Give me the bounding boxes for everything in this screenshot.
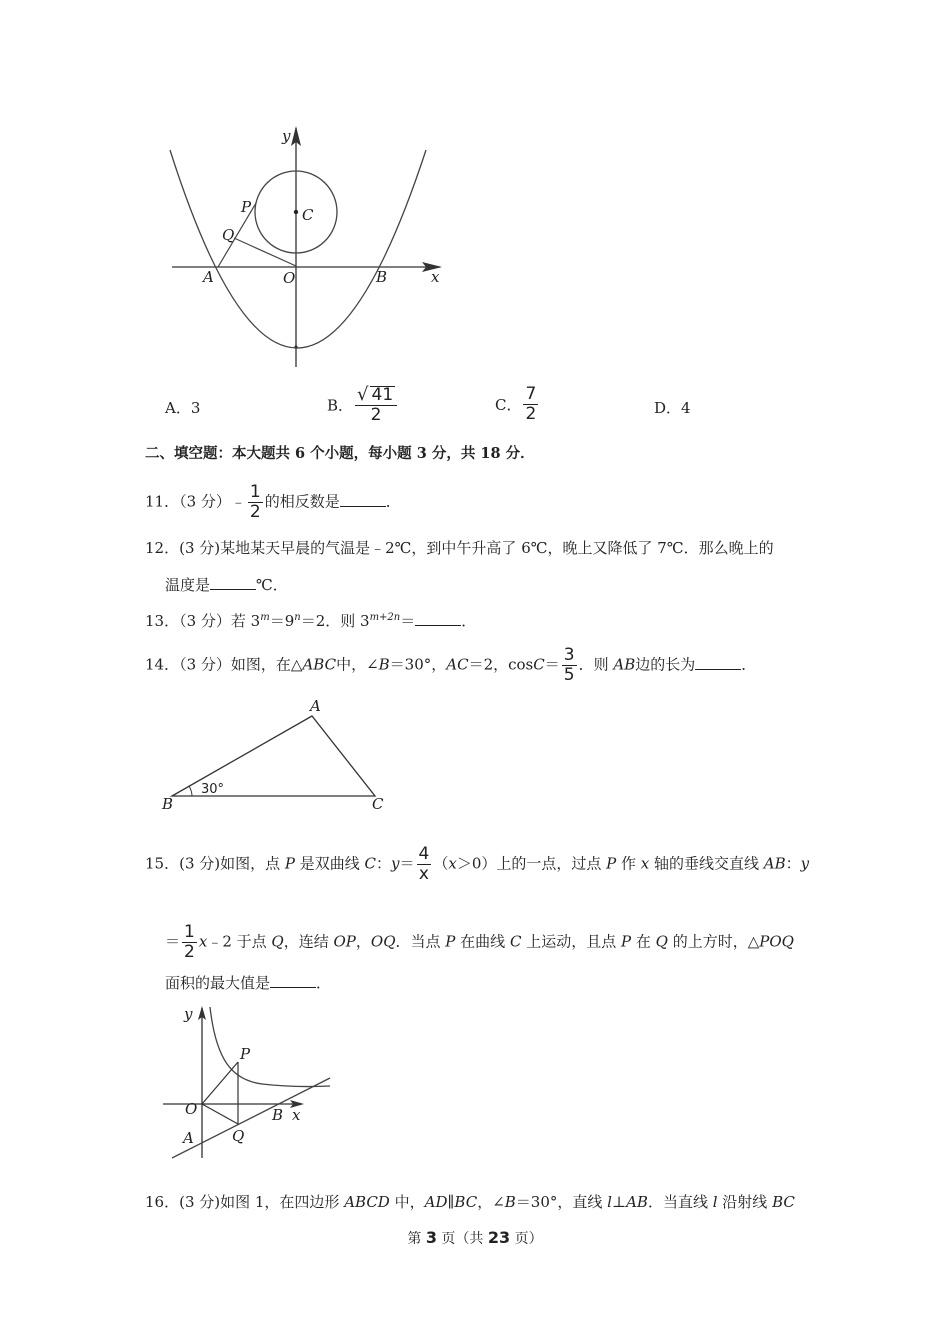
label-A: A [203,268,214,286]
label-B: B [376,268,388,286]
text-span-q16-AD: AD [424,1193,448,1211]
text-span-q15-P4: P [620,932,632,951]
text-span-q15-OP: OP [333,932,356,951]
text-span-q15-P2: P [606,854,617,873]
text-span-q15-y: y [391,854,400,873]
page-footer [0,1228,950,1248]
text-span-q16-BC: BC [454,1193,478,1211]
text-span-q15-AB: AB [763,854,786,873]
q13-num: 13．（3 分）若 3 [145,612,261,630]
text-span-footer-b: 页（共 [436,1231,488,1247]
option-c-num: 7 [525,384,537,404]
text-span-q16-g: ．当直线 [647,1193,713,1211]
q14-ab: AB [613,655,636,674]
tri-label-C: C [372,795,384,813]
text-span-q15-l1i: ： [785,854,801,873]
q14-c: C [533,655,545,674]
segment-oq [202,1104,238,1124]
text-span-q15-Q2: Q [655,932,668,951]
q14-end: ． [741,655,757,674]
line-ab [172,1078,330,1158]
text-span-q15-C2: C [509,932,522,951]
text-span-q15-l2c: ，连结 [283,932,334,951]
option-c-den: 2 [525,404,537,424]
hyp-label-Q: Q [232,1127,245,1145]
text-span-q15-OQ: OQ [370,932,396,951]
q11-frac-den: 2 [249,502,261,522]
option-b-radicand: 41 [371,385,394,405]
q14-frac-den: 5 [563,665,575,685]
text-span-q15-l1c: ： [376,854,392,873]
text-span-q15-l1d: ＝ [399,854,415,873]
option-d-letter: D． [654,399,682,417]
text-span-q15-x2: x [640,854,650,873]
label-Q: Q [222,226,235,244]
segment-op [202,1062,238,1104]
total-pages: 23 [487,1228,511,1247]
text-span-q15-l2d: ， [355,932,371,951]
q13-end: ． [461,612,477,630]
text-span-q15-l3: 面积的最大值是 [165,974,271,992]
tri-label-B: B [162,795,174,813]
text-span-q15-l2i: 的上方时，△ [667,932,760,951]
text-span-q15-P3: P [445,932,456,951]
text-span-footer-a: 第 [407,1231,426,1247]
question-16 [145,1191,795,1213]
text-span-q16-c: ∥ [447,1193,455,1211]
text-span-q15-fnum: 4 [418,844,430,864]
text-span-q15-fden: x [418,864,429,884]
q11-frac-num: 1 [249,482,261,502]
text-span-q15-end: ． [316,974,332,992]
q13-eq3: ＝ [400,612,416,630]
q11-neg: ﹣ [230,492,246,511]
q14-ac: AC [446,655,469,674]
text-span-q16-B: B [504,1193,516,1211]
text-span-q16-e: ＝30°，直线 [515,1193,608,1211]
q14-text6: ．则 [578,655,614,674]
q14-b: B [378,655,390,674]
text-span-q15-hnum: 1 [184,922,195,942]
text-span-q15-y2: y [800,854,810,873]
q12-line2-start: 温度是 [165,576,211,594]
q11-tail: 的相反数是 [264,492,340,511]
q14-text5: ＝ [544,655,560,674]
q13-exp: m+2n [369,612,401,623]
hyp-label-A: A [183,1129,194,1147]
q13-eq2: ＝2．则 3 [300,612,370,630]
text-span-q15-Q: Q [271,932,284,951]
text-span-q15-l1a: 15．(3 分)如图，点 [145,854,285,873]
text-span-q15-l1b: 是双曲线 [294,854,365,873]
text-span-q15-l2f: 在曲线 [455,932,510,951]
q13-m: m [260,612,270,623]
q13-n: n [294,612,301,623]
q14-text4: ＝2，cos [468,655,534,674]
text-span-q15-l2a: ＝ [165,932,181,951]
option-c-letter: C． [495,396,522,414]
page-number: 3 [425,1228,437,1247]
hyp-label-P: P [240,1045,251,1063]
hyp-label-x: x [292,1106,301,1124]
q11-num: 11．（3 分） [145,492,231,511]
text-span-q16-a: 16．(3 分)如图 1，在四边形 [145,1193,345,1211]
question-12-line1: 12．(3 分)某地某天早晨的气温是﹣2℃，到中午升高了 6℃，晚上又降低了 7℃．那么晚上的 [145,539,774,557]
text-span-q15-hden: 2 [184,942,195,962]
hyp-label-O: O [185,1100,198,1118]
text-span-q16-d: ，∠ [477,1193,505,1211]
hyp-label-B: B [272,1106,284,1124]
q13-eq1: ＝9 [269,612,295,630]
q14-text1: 14．（3 分）如图，在△ [145,655,303,674]
text-span-q16-f: ⊥ [611,1193,627,1211]
q14-text7: 边的长为 [635,655,696,674]
text-span-q15-x: x [448,854,457,873]
q14-text2: 中，∠ [336,655,379,674]
text-span-q16-b: 中， [389,1193,425,1211]
text-span-q15-P: P [284,854,295,873]
text-span-q16-l: l [607,1193,612,1211]
option-d-value: 4 [681,399,691,417]
text-span-q15-l2g: 上运动，且点 [521,932,621,951]
text-span-footer-c: 页） [510,1231,543,1247]
text-span-q15-x3: x [198,932,208,951]
q14-abc: ABC [302,655,337,674]
text-span-q16-AB2: AB [626,1193,648,1211]
text-span-q15-C: C [364,854,376,873]
text-span-q16-BC2: BC [772,1193,795,1211]
option-b-den: 2 [370,405,382,425]
option-a-value: 3 [190,399,201,417]
label-x: x [431,268,440,286]
hyp-label-y: y [184,1005,193,1023]
text-span-q16-h: 沿射线 [717,1193,773,1211]
hyperbola [210,1007,330,1087]
text-span-q15-POQ: POQ [759,932,794,951]
label-P: P [241,198,252,216]
option-a-letter: A． [165,399,191,417]
text-span-q15-l1f: ＞0）上的一点，过点 [456,854,607,873]
text-span-q16-l2: l [712,1193,718,1211]
label-y: y [282,127,291,145]
tri-label-A: A [310,697,321,715]
option-b-fraction: $\frac{√ 41}{2}$ [355,386,397,424]
label-C: C [302,206,314,224]
text-span-q15-l2e: ．当点 [395,932,446,951]
text-span-q15-l2b: ﹣2 于点 [207,932,272,951]
text-span-q16-ABCD: ABCD [344,1193,390,1211]
text-span-q15-l1e: （ [433,854,449,873]
text-span-q15-l1g: 作 [616,854,641,873]
q14-frac-num: 3 [563,645,575,665]
section2-heading: 二、填空题：本大题共 6 个小题，每小题 3 分，共 18 分． [145,445,535,462]
option-b-letter: B． [327,396,354,415]
q12-line2-end: ℃． [256,576,288,594]
label-O: O [283,269,296,287]
text-span-q15-l2h: 在 [631,932,656,951]
tri-angle-label: 30° [201,782,225,797]
text-span-q15-l1h: 轴的垂线交直线 [649,854,764,873]
q14-text3: ＝30°， [389,655,447,674]
q11-end: ． [385,492,401,511]
